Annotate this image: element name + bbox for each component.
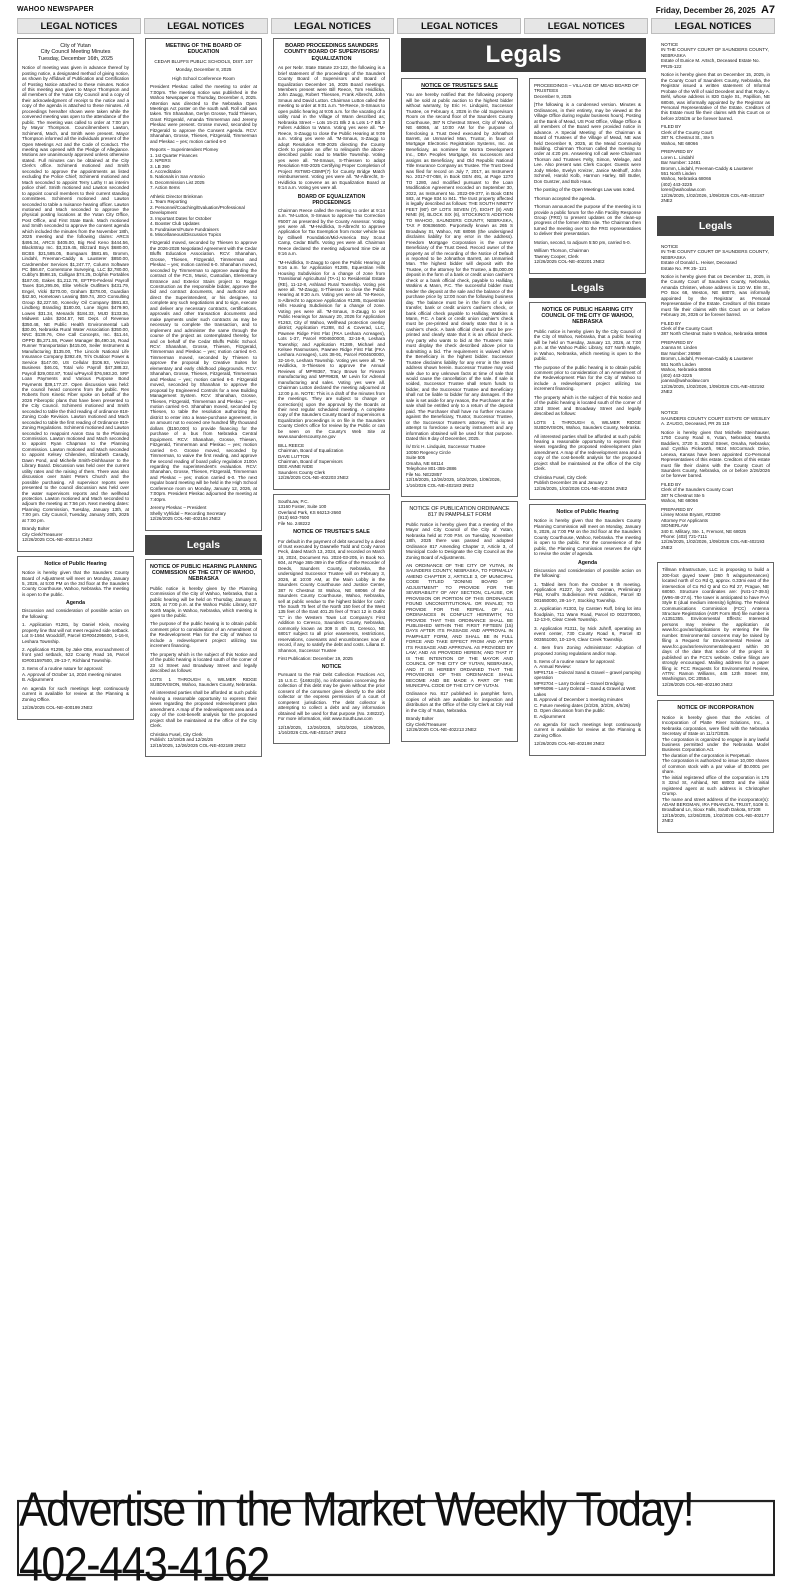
notice-body: 1. Application #1281, by Daniel Klein, moving property line that will not meet required side setback. Lot S-1564 Woodcliff, Parcel ID#004295600, 1-16-8, Leshara Township. <box>22 622 129 644</box>
notice-body: Reports – Superintendent Plomey 1. 1st Quarter Finances 2. NPERS 3. LB 390 4. Accreditation 5. Nationals in San Antonio 6. Decommission List 2025 7. Action Items <box>150 147 219 191</box>
notice-signature: Christina Fusel, City Clerk Publish: 12/19/25 and 12/26/25 12/19/2025, 12/26/2025 COL-NE-402189 2NE2 <box>150 731 246 748</box>
notice-body: Notice is hereby given that on December 15, 2025, in the County Court of Saunders County, Nebraska, the Registrar issued a written statement of Informal Probate of the Will of said Decedent and that Roby A. Behl, whose address is 820 Gayle St., Papillion, NE 68046, was informally appointed by the Registrar as Personal Representative of the Estate. Creditors of this Estate must file their claims with this Court on or before 2/26/26 or be forever barred. <box>661 72 770 121</box>
planning-commission-hearing <box>145 559 262 757</box>
ordinance-817-notice <box>401 501 518 742</box>
village-of-mead-proceedings <box>529 78 646 274</box>
notice-signature: /s/ Eric H. Lindquist, Successor Trustee 10050 Regency Circle Suite 505 Omaha, NE 68114 Telephone 801-355-2886 File No. NE22857 12/19/2025, 12/26/2025, 1/02/2026, 1/09/2026, 1/16/2026 COL-NE-402183 2NE2 <box>406 444 501 488</box>
notice-body: The property which is the subject of this Notice and of the public hearing is located south of the corner of 23 rd Street and Broadway Street and legally described as follows: <box>150 651 257 674</box>
notice-body: "M-Hvidlicka, S-Zaugg to open the Public Hearing at 9:16 a.m. for Application #1285, Equestrian Hills Housing Subdivision for a change of zone from Transitional Agricultural (TA-1) to Residential Estate (RE), 11-12-8, Ashland Rural Township. Voting yes were all. "M-Zaugg, S-Thiessen to close the Public Hearing at 9:20 a.m. Voting yes were all. "M-Reece, S-Albrecht to approve Application #1285, Equestrian Hills Housing Subdivision for a change of zone. Voting yes were all. "M-Smaus, S-Zaugg to set Public Hearings for January 20, 2026 for Application #1263, City of Wahoo, Wellhead protection overlay district; Application #1288, Ed & Coverad, LLC, Pawnee Ridge First Flat (FKA Leshara Acreages), Lots 1-37, Parcel #004600000, 32-16-9, Leshara Township; and Application #1289, Michael and Kelsee Rasmussen, Pawnee Ridge First Flat (FKA Leshara Acreages), Lots 38-91, Parcel #004600000, 32-16-9, Leshara Township. Voting yes were all. "M-Hvidlicka, S-Thiessen to approve the Annual Reviews of MP#8367, Tracy Brown for Firearm manufacturing and MP#9828, Mr Levin for Adrenal manufacturing and sales. Voting yes were all. Chairman Lutton declared the meeting adjourned at 12:00 p.m. NOTE: This is a draft of the minutes from the meetings. They are subject to change or correction(s) upon the approval by the Boards at their next regular scheduled meeting. A complete copy of the Saunders County Board of Supervisors & Equalization proceedings is on file in the Saunders County Clerk's office for review by the Public or can be seen on the County's Web Site at www.saunderscounty.ne.gov <box>278 259 385 440</box>
legals-label: Legals <box>145 535 262 555</box>
issue-date: Friday, December 26, 2025 <box>655 6 756 15</box>
legals-heading: Legals <box>401 38 646 72</box>
notice-body: Thorson announced the purpose of the meeting is to provide a public forum for the Allin Facility Response Group (FRG) to present updates on the clean-up progress of the former AltEn site. The Chairman then turned the meeting over to the FRG representatives to deliver their presentation. <box>534 204 641 237</box>
notice-body: Public notice is hereby given by the Planning Commission of the City of Wahoo, Nebraska, that a public hearing will be held on Thursday, January 8, 2025, at 7:00 p.m. at the Wahoo Public Library, 637 North Maple, in Wahoo, Nebraska, which meeting is open to the public. <box>150 585 257 618</box>
incorporation-notice <box>657 700 774 832</box>
legal-notices-banner: LEGAL NOTICES <box>17 18 141 34</box>
board-of-supervisors-proceedings <box>273 38 390 490</box>
notice-body: [The following is a condensed version. Minutes & Ordinances, in their entirety, may be viewed at the Village Office during regular business hours]. Posting at the Bank of Mead, US Post Office, Village Office & all members of the Board were provided notice in advance. A Special Meeting of the Chairman & Board of Trustees of the Village of Mead, NE was held December 9, 2025, at the Mead Community Building. Chairman Thorson called the meeting to order at 4:20 pm. Answering roll call were Chairman Thorson and Trustees Felty, Simon, Wielage, and Lee. Also present was Clerk Cooper. Guests were Jody Wiebe, Evelyn Kreizer, Janice Meithoff, John Schmeil, Harold Kolb, Harmon Harley, Bill Butler, Don Guntzer, and Bob Haus. <box>534 102 641 184</box>
notice-date: Monday, December 8, 2025 <box>175 67 232 73</box>
notice-signature: Brandy Bolter City Clerk/Treasurer 12/26/2025 COL-NE-402213 2NE2 <box>406 716 477 733</box>
estate-notice-zaugg <box>657 406 774 558</box>
notice-signature: Christina Fusel, City Clerk Publish December 26 and January 2 12/26/2025, 1/02/2026 COL-NE-402204 2NE2 <box>534 474 628 491</box>
notice-signature: 12/26/2025 COL-NE-402198 2NE2 <box>534 741 605 747</box>
legal-notices-banner: LEGAL NOTICES <box>144 18 268 34</box>
notice-prepared-by: PREPARED BY Linsey Moran Bryant, #23390 Attorney For Applicants SIDNERLAW 340 E. Military, Ste. 1, Fremont, NE 68025 Phone: (402) 721-7111 12/26/2025, 1/02/2026, 1/09/2026 COL-NE-402193 2NE2 <box>661 506 765 550</box>
notice-title: NOTICE OF PUBLICATION ORDINANCE 817 IN PAMPHLET FORM <box>409 506 510 519</box>
notice-body: Fitzgerald moved, seconded by Thiesen to approve the 2026-2028 Negotiated Agreement with the Cedar Bluffs Education Association. RCV: Shanahan, Grosse, Thiesen, Fitzgerald, Timmerman and Pleskac – yes; motion carried 6-0. Shanahan moved, seconded by Timmerman to approve awarding the contract of the FCS, Music, Custodian, Elementary Entrance and Exterior Stairs project to Rogge Construction as the responsible bidder, approve the bid and contract documents, and authorize and direct the Superintendent, or his designee, to complete any such negotiations and to sign, execute and deliver any necessary contracts, certifications, approvals and other transaction documents and make payments under such contracts as may be necessary to complete the transaction, and to implement and administer the same through the course of the project as contemplated thereby, for and on behalf of the Cedar Bluffs Public School. RCV: Shanahan, Grosse, Thiesen, Fitzgerald, Timmerman and Pleskac – yes; motion carried 6-0. Timmerman moved, seconded by Thiesen to approve the proposal by Creative Suites for elementary and early childhood playgrounds. RCV: Shanahan, Grosse, Thiesen, Fitzgerald, Timmerman and Pleskac – yes; motion carried 6-0. Fitzgerald moved, seconded by Shanahan to approve the proposal by Engineered Controls for a new Building Management System. RCV: Shanahan, Grosse, Thiesen, Fitzgerald, Timmerman and Pleskac – yes; motion carried 6-0. Shanahan moved, seconded by Thiesen, to table the resolution authorizing the district to enter into a lease-purchase agreement, in an amount not to exceed one hundred fifty thousand dollars ($150,000) to provide financing for the purchase of a bus from Nebraska Central Equipment. RCV: Shanahan, Grosse, Thiesen, Fitzgerald, Timmerman and Pleskac – yes; motion carried 6-0. Grosse moved, seconded by Timmerman, to waive the first reading, and approve the second reading of board policy regulation 2100A regarding the superintendent's evaluation. RCV: Shanahan, Grosse, Thiesen, Fitzgerald, Timmerman and Pleskac – yes; motion carried 6-0. The next regular board meeting will be held in the High School Conference room on Monday, January 12, 2026, at 7:00pm. President Pleskac adjourned the meeting at 7:40pm. <box>150 240 257 502</box>
notice-body: Thorson accepted the agenda. <box>534 195 596 201</box>
southlaw-trustee-sale <box>273 494 390 745</box>
notice-title: MEETING OF THE BOARD OF EDUCATION <box>165 43 242 56</box>
notice-signature: BILL REECE Chairman, Board of Equalization DAVE LUTTON Chairman, Board of Supervisors DEE ANNE NIDE Saunders County Clerk 12/26/2025 COL-NE-402203 2NE2 <box>278 442 349 481</box>
column-2 <box>145 38 262 1502</box>
notice-body: All interested parties shall be afforded at such public hearing a reasonable opportunity to express their views regarding the proposed redevelopment plan amendment. A map of the redevelopment area and a copy of the cost-benefit analysis for the proposed project shall be maintained at the office of the City Clerk. <box>150 690 257 729</box>
notice-body: Notice is hereby given that the Articles of Incorporation of Platte River Solutions, Inc., a Nebraska corporation, were filed with the Nebraska Secretary of State on 11/17/2025. The corporation is organized to engage in any lawful business permitted under the Nebraska Model Business Corporation Act. The duration of the corporation is Perpetual. The corporation is authorized to issue 10,000 shares of common stock with a par value of $0.0001 per share. The initial registered office of the corporation is 175 S 32nd St, Ashland, NE 68003 and the initial registered agent at such address is Christopher Crump. The name and street address of the incorporator(s): ADAM BERGMAN, IRA FINANCIAL TRUST, 5109 S. Broadband Ln, Sioux Falls, South Dakota, 57108 12/19/2025, 12/26/2025, 1/02/2026 COL-NE-402177 2NE2 <box>662 714 769 824</box>
column-4 <box>401 38 518 1502</box>
market-weekly-ad <box>17 1483 775 1592</box>
notice-body: 1. Tabled item from the October 6 th meeting. Application #1227, by Josh German, Preliminary Plat, Knoll's Subdivision First Addition, Parcel ID 001650000, 28-14-7, Stocking Township. <box>534 581 641 603</box>
column-5 <box>529 38 646 1502</box>
notice-body: An agenda for such meetings kept continuously current is available for review at the Planning & Zoning Office. <box>22 685 129 702</box>
notice-body: The purpose of the public hearing is to obtain public comment prior to consideration of an Amendment of the Redevelopment Plan for the City of Wahoo to include a redevelopment project utilizing tax increment financing. <box>534 364 641 392</box>
notice-signature: 12/26/2025 COL-NE-400199 2NE2 <box>22 705 93 711</box>
estate-notice-artsch <box>657 38 774 212</box>
column-1 <box>17 38 134 1502</box>
notice-body: For default in the payment of debt secured by a deed of trust executed by Dawnelle Todd and Cody Aaron Peck, dated March 13, 2024, and recorded on March 18, 2024, Document No. 2024-03-205, in Book No. 604, at Page 365-369 in the Office of the Recorder of Deeds, Saunders County, Nebraska, the undersigned Successor Trustee will on February 3, 2026, at 10:00 AM, at the Main Lobby in the Saunders County Courthouse and Justice Center, 387 N Chestnut St Wahoo, NE 68066 of the Saunders County Courthouse, Wahoo, Nebraska, sell at public vendue to the highest bidder for cash: The South 75 feet of the North 150 feet of the West 135 feet of the East 401.25 feet of Tract 12 in Outlot "C" in the Western Town Lot Company's First Addition to Ceresco, Saunders County, Nebraska, commonly known as 309 S 4th St, Ceresco, NE 68017 subject to all prior easements, restrictions, reservations, covenants and encumbrances now of record, if any, to satisfy the debt and costs. Liliana E. Shannon, Successor Trustee <box>278 538 385 653</box>
notice-signature: Brandy Bolter City Clerk/Treasurer 12/26/2025 COL-NE-400214 2NE2 <box>22 526 93 543</box>
notice-body: Notice is hereby given that on December 11, 2025, in the County Court of Saunders County, Nebraska, Amanda Christen, whose address is 110 W. Elm St., PO Box 68, Weston, NE 68070, was informally appointed by the Registrar as Personal Representative of the Estate. Creditors of this Estate must file their claims with this Court on or before February 26, 2026 or be forever barred. <box>661 273 770 318</box>
agenda-heading: Agenda <box>577 559 598 566</box>
trustee-sale-notice <box>401 78 518 497</box>
legal-notices-banner: LEGAL NOTICES <box>651 18 775 34</box>
notice-body: 2. Application #1303, by Carsten Ruff, bring lot into floodplain, 711 Wann Road, Parcel ID 002370000, 12-13-9, Clear Creek Township. <box>534 606 641 623</box>
notice-subtitle: CEDAR BLUFFS PUBLIC SCHOOLS, DIST. 107 <box>154 58 253 64</box>
notice-title: NOTICE SAUNDERS COUNTY COURT ESTATE OF WESLEY A. ZAUGG, Deceased, PR 25 119 <box>661 410 770 427</box>
estate-notice-heiser <box>657 240 774 403</box>
firm-header: SouthLaw, P.C. 13160 Foster, Suite 100 Overland Park, KS 66213-2660 (913) 663-7600 File No. 248222 <box>278 498 342 526</box>
notice-body: Notice is hereby given that the Saunders County Board of Adjustment will meet on Monday, January 5, 2026, at 5:00 PM on the 3rd floor at the Saunders County Courthouse, Wahoo, Nebraska. The meeting is open to the public. <box>22 570 129 597</box>
notice-body: AN ORDINANCE OF THE CITY OF YUTAN, IN SAUNDERS COUNTY, NEBRASKA, TO FORMALLY AMEND CHAPTER 2, ARTICLE 3, OF MUNICIPAL CODE TITLED "ZONING BOARD OF ADJUSTMENT" TO PROVIDE FOR THE SEVERABILITY OF ANY SECTION, CLAUSE, OR PROVISION OR PORTION OF THIS ORDINANCE FOUND UNCONSTITUTIONAL OR INVALID; TO PROVIDE FOR THE REPEAL OF ALL ORDINANCES IN CONFLICT HEREWITH; TO PROVIDE THAT THIS ORDINANCE SHALL BE PUBLISHED WITHIN THE FIRST FIFTEEN (15) DAYS AFTER ITS PASSAGE AND APPROVAL IN PAMPHLET FORM, AND SHALL BE IN FULL FORCE AND TAKE EFFECT FROM AND AFTER ITS PASSAGE AND APPROVAL AS PROVIDED BY LAW; AND AS PROVIDED HEREIN; AND THAT IT IS THE INTENTION OF THE MAYOR AND COUNCIL OF THE CITY OF YUTAN, NEBRASKA, AND IT IS HEREBY ORDAINED THAT THE PROVISIONS OF THIS ORDINANCE SHALL BECOME AND BE MADE A PART OF THE MUNICIPAL CODE OF THE CITY OF YUTAN. <box>406 563 513 688</box>
notice-body: Discussion and consideration of possible action on the following: <box>534 567 641 579</box>
yutan-council-minutes <box>17 38 134 552</box>
notice-title: NOTICE OF TRUSTEE'S SALE <box>293 529 370 536</box>
legal-notices-banner: LEGAL NOTICES <box>271 18 395 34</box>
notice-body: Public notice is hereby given by the City Council of the City of Wahoo, Nebraska, that a public hearing will be held on Tuesday, January 13, 2026, at 7:00 p.m. at the Wahoo Public Library, 637 North Maple, in Wahoo, Nebraska, which meeting is open to the public. <box>534 328 641 362</box>
section-heading: BOARD OF EQUALIZATION PROCEEDINGS <box>297 193 366 206</box>
notice-signature: Jeremy Pleskac – President Shelly Vyhlidal – Recording Secretary 12/26/2025 COL-NE-402194 2NE2 <box>150 505 226 522</box>
notice-title: BOARD PROCEEDINGS SAUNDERS COUNTY BOARD OF SUPERVISORS/ EQUALIZATION <box>284 43 379 62</box>
publication-date: First Publication: December 19, 2025 <box>278 656 353 662</box>
notice-signature: 12/19/2025, 12/26/2025, 1/02/2026, 1/09/2026, 1/16/2026 COL-NE-402147 2NE2 <box>278 724 385 736</box>
notice-filed-by: FILED BY Clerk of the County Court 387 N. Chestnut St., Ste 5 Wahoo, NE 68066 <box>661 124 714 146</box>
notice-title: NOTICE IN THE COUNTY COURT OF SAUNDERS COUNTY, NEBRASKA Estate of Eunice M. Artsch, Deceased Estate No. PR25-122 <box>661 42 769 69</box>
legals-label: Legals <box>657 216 774 236</box>
notice-body: President Pleskac called the meeting to order at 7:00pm. The meeting notice was published in the Wahoo Newspaper on Thursday, December 4, 2025. Attention was directed to the Nebraska Open Meetings Act poster on the south wall. Roll call was taken. Tim Shanahan, Gerlyn Grosse, Todd Thiesen, Grant Fitzgerald, Amanda Timmerman and Jeremy Pleskac were present. Grosse moved, seconded by Fitzgerald to approve the Consent Agenda. RCV: Shanahan, Grosse, Thiesen, Fitzgerald, Timmerman and Pleskac – yes; motion carried 6-0 <box>150 84 257 144</box>
notice-body: Notice is hereby given that Michelle Steinhauser, 1750 County Road 6, Yutan, Nebraska; Marsha Baddiers, 3720 S. 192nd Street, Omaha, Nebraska; and Cynthia Pickworth, 9624 McCormack Drive, Lenexa, Kansas have been appointed Co-Personal Representatives of this estate. Creditors of this estate must file their claims with the County Court of Saunders County, Nebraska, on or before 2/26/2026 or be forever barred. <box>661 429 770 479</box>
notice-title: NOTICE IN THE COUNTY COURT OF SAUNDERS COUNTY, NEBRASKA Estate of Donald L. Heiser, Deceased Estate No. PR 25- 121 <box>661 243 769 271</box>
notice-body: 4. Item from Zoning Administrator: Adoption of proposed zoning regulations and/or map. <box>534 645 641 656</box>
notice-body: As per Nebr. State Statute 23-122, the following is a brief statement of the proceedings of the Saunders County Board of Supervisors and Board of Equalization December 16, 2025 Board meetings. Members present were Bill Reece, Tom Hvidlicka, John Zaugg, Robert Thiessen, Frank Albrecht, John Smaus and David Lutton. Chairman Lutton called the meeting to order at 9:01 a.m. "M-Reece, S-Smaus to open public hearing at 9:05 a.m. for the vacating of a utility road in the Village of Wann described as; Nebraska Street – Lots 15-21 Blk 2 & Lots 1-7 Blk 3 Fullers Addition to Wann. Voting yes were all. "M-Reece, S-Zaugg to close the Public Hearing at 9:09 a.m. Voting yes were all. "M-Smaus, S-Zaugg to adopt Resolution #39-2025 directing the County Clerk to prepare an offer to relinquish the above-described public road to Marble Township. Voting yes were all. "M-Smaus, S-Thiessen to adopt Resolution #40-2025 Certifying Proper Completion of Project #STWD-CBMP(7) for County Bridge Match reimbursement. Voting yes were all. "M-Albrecht, S-Hvidlicka to convene as an Equalization Board at 9:14 a.m. Voting yes were all. <box>278 65 385 191</box>
page-header <box>0 0 792 20</box>
notice-body: Notice of meeting was given in advance thereof by posting notice, a designated method of giving notice, as shown by Affidavit of Publication and Certification of Posting Notice attached to these minutes. Notice of this meeting was given to Mayor Thompson and all members of the Yutan City Council and a copy of their acknowledgment of receipt to the notice and a copy of the agenda is attached to these minutes. All proceedings hereafter shown were taken while the convened meeting was open to the attendance of the public. The meeting was called to order at 7:00 pm by Mayor Thompson. Councilmembers Lawton, Schimenti, Mach, and Smith were present. Mayor Thompson informed all the individuals present of the Open Meetings Act and the Code of Conduct. The meeting was opened with the Pledge of Allegiance. Motions are unanimously approved unless otherwise stated. Full minutes can be obtained at the City Clerk's office. Schimenti motioned and Smith seconded to approve the appointments as listed excluding the Police Chief; Schimenti motioned and Mach seconded to appoint Terry Luthy II as interim police chief. Smith motioned and Lawton seconded to appoint council members to their current standing committees. Schimenti motioned and Lawton seconded to table a nuisance hearing officer. Lawton motioned and Mach seconded to approve the physical posting locations at the Yutan City Office, Post Office, and First State Bank. Mach motioned and Smith seconded to approve the consent agenda which included the minutes from the November 18th, 2025 meeting and the following claims: ARCS $495.34, ARCS $405.00, Big Red Keno $444.56, BlackStrap Inc. $3,319.45, Blizzard Boys $680.00, BCBS $21,585.05, Bomgaars $581.65, Bromm, Lindahl, Freeman-Caddy & Lausterer $850.00, Cardmember Services $1,247.77, Column Software PC $66.67, Cornerstone Surveying, LLC $2,780.00, Cubby's $598.15, Culligan $74.25, Dolphin Portables $187.00, Eakes $1,212.78, EFTPS-Federal Payroll Taxes $16,295.06, Elite Vehicle Outfitters $431.79, Engel, Vicki $270.00, Graham $378.00, Guardian $42.50, Hometown Leasing $59.74, JEO Consulting Group $2,227.50, Konecky Oil Company $591.83, Lindberg Branding $180.00, Lone Signs $479.90, Lowes $31.34, Menards $184.33, MUD $133.36, Midwest Labs $204.57, NE Dept. of Revenue $350.48, NE Public Health Environmental Lab $30.00, Nebraska Rural Water Association $350.00, NNC $139.76, One Call Concepts, Inc. $11.44, OPPD $5,271.55, Power Manager $6,490.16, Road Runner Transportation $415.00, Seiler Instrument & Manufacturing $135.00, The Lincoln National Life Insurance Company $392.49, Tri's Outdoor Power & Service $147.00, US Cellular $106.93, Verizon Business $46.01, Total w/o Payroll $47,388.32, Payroll $29,002.87, Total w/Payroll $76,593.20. SRF Loan Payments and Various Purpose Bond Payments $39,177.27. Open discussion was held: the council heard concerns from the public. Rex Roberts from Kinetic Fiber spoke on behalf of the 2026 Fiberoptic plans that have been presented to the City Council. Schimenti motioned and Smith seconded to table the third reading of ordinance 818-Zoning Code Revision. Lawton motioned and Mach seconded to table the first reading of Ordinance 819-Zoning Regulations. Schimenti motioned and Lawton seconded to reappoint Aaron Gau to the Planning Commission. Lawton motioned and Mach seconded to appoint Ryan Chapman to the Planning Commission. Lawton motioned and Mach seconded to appoint Kelsey Chilenden, Elizabeth Casady, Dawn Pond, and Michelle Smith-Dishhauser to the Library Board. Discussion was held over the current utility rates and the raising of them. There was also discussion over Saint Peters Church and the possible purchasing. All supervisor reports were presented to the council discussion was held over the water supervisors reports and the wellhead protection. Lawton motioned and Mach seconded to adjourn the meeting at 7:56 pm. Next meeting dates: Planning Commission, Tuesday, January 13th, at 7:00 pm. City Council, Tuesday, January 20th, 2025 at 7:00 pm. <box>22 65 129 523</box>
board-of-education-minutes <box>145 38 262 531</box>
notice-body: Notice is hereby given that the Saunders County Planning Commission will meet on Monday, January 5, 2026, at 7:00 PM on the 3rd floor at the Saunders County Courthouse, Wahoo, Nebraska. The meeting is open to the public. For the convenience of the public, the Planning Commission reserves the right to revise the order of agenda. <box>534 518 641 557</box>
notice-title: Notice of Public Hearing <box>556 509 619 516</box>
header-date-page <box>656 4 775 16</box>
page-number: A7 <box>760 4 775 16</box>
notice-body: 2. Application #1296, by Jake Otte, encroachment of front yard setback, 522 County Road 16, Parcel ID#001597500, 29-13-7, Richland Township. <box>22 647 129 663</box>
notice-title: NOTICE OF TRUSTEE'S SALE <box>421 83 498 89</box>
notice-body: You are hereby notified that the following property will be sold at public auction to the highest bidder without warranty, by Eric H. Lindquist, Successor Trustee, on February 4, 2026 in the old Supervisors Room on the second floor of the Saunders County Courthouse, 387 N Chestnut Street, City of Wahoo, NE 68066, at 10:00 AM for the purpose of foreclosing a Trust Deed executed by Johnathon Barrett, an Unmarried Man, Trustor, in favor of Mortgage Electronic Registration Systems, Inc. as Beneficiary, as nominee for Mortra Development Inc., DBA Peoples Mortgage, its successors and assigns as Beneficiary, and Old Republic National Title Insurance Company as Trustee. The Trust Deed was filed for record on July 7, 2017, as Instrument No. 2017-07-058, in Book GEN 491, at Page 1270 TO 1280, and modified pursuant to the Loan Modification Agreement recorded on September 30, 2022, as Instrument No. 2022-09-377, in Book GEN 583, at Page 834 to 841. The trust property affected is legally described as follows: THE SOUTH NINETY FEET (90') OF LOTS SEVEN (7), EIGHT (8) AND NINE (9), BLOCK SIX (6), STOCKING'S ADDITION TO WAHOO, SAUNDERS COUNTY, NEBRASKA, TAX # 006366500. Purportedly known as 265 S Broadway St, Wahoo, NE 68066 (the undersigned disclaims liability for any error in the address). Freedom Mortgage Corporation is the current Beneficiary of the Trust Deed. Record owner of the property as of the recording of the Notice of Default is reported to be Johnathon Barrett, an Unmarried Man. The highest bidder will deposit with the Trustee, or the attorney for the Trustee, a $5,000.00 deposit in the form of a bank or credit union cashier's check or a bank official check, payable to Halliday, Watkins & Mann, P.C. The successful bidder must tender the deposit at the sale and the balance of the purchase price by 12:00 noon the following business day. The balance must be in the form of a wire transfer, bank or credit union's cashier's check, or bank official check payable to Halliday, Watkins & Mann, P.C. A bank or credit union cashier's check must be pre-printed and clearly state that it is a cashier's check. A bank official check must be pre-printed and clearly state that it is an official check. Any party who wants to bid at the Trustee's Sale must display the check described above prior to submitting a bid. The requirement is waived when the Beneficiary is the highest bidder. Successor Trustee disclaims liability for any error in the street address shown herein. Successor Trustee may void sale due to any unknown facts at time of sale that would cause the cancellation of the sale. If sale is voided, Successor Trustee shall return funds to bidder, and the Successor Trustee and Beneficiary shall not be liable to bidder for any damages. If the sale is set aside for any reason, the Purchaser at the sale shall be entitled only to a return of the deposit paid. The Purchaser shall have no further recourse against the Beneficiary, Trustor, Successor Trustee, or the Successor Trustee's attorney. This is an attempt to foreclose a security instrument and any information obtained will be used for that purpose. Dated this 9 day of December, 2025. <box>406 92 513 441</box>
ad-text: Advertise in the Market Weekly Today! 402-443-4162 <box>19 1483 694 1592</box>
column-3 <box>273 38 390 1502</box>
notice-prepared-by: PREPARED BY Loren L. Lindahl Bar Number: 12481 Bromm, Lindahl, Freeman-Caddy & Lausterer 551 North Linden Wahoo, Nebraska 68066 (402) 443-3225 loren@wahoolaw.com 12/26/2025, 1/02/2026, 1/09/2026 COL-NE-402187 2NE2 <box>661 149 765 204</box>
legal-notices-banner: LEGAL NOTICES <box>397 18 521 34</box>
notice-title: Notice of Public Hearing <box>44 560 107 567</box>
section-banners <box>17 18 775 34</box>
notice-body: An agenda for such meetings kept continuously current is available for review at the Planning & Zoning Office. <box>534 721 641 738</box>
notice-body: Pursuant to the Fair Debt Collection Practices Act, 15 U.S.C. §1692c(b), no information concerning the collection of this debt may be given without the prior consent of the consumer given directly to the debt collector or the express permission of a court of competent jurisdiction. The debt collector is attempting to collect a debt and any information obtained will be used for that purpose (No. 248222). For more information, visit www.SouthLaw.com <box>278 672 385 722</box>
legal-notices-banner: LEGAL NOTICES <box>524 18 648 34</box>
notice-body: 3. Items of a routine nature for approval: A. Approval of October 14, 2024 meeting minutes B. Adjournment <box>22 666 122 683</box>
notice-body: Athletic Director Brinkman 1. Team Reporting 2. Personnel/Coaching/Evaluation/Professional Development 3. Important Dates for October 4. Booster Club Updates 5. Fundraisers/Future Fundraisers 6. Miscellaneous/Discussion Topics <box>150 193 245 237</box>
notice-body: Tillman Infrastructure, LLC is proposing to build a 200-foot guyed tower (360 ft w/appurtenances) located north of Co Rd Q, approx. 0.33mi east of the intersection of Co Rd Q and Co Rd 27, Prague, NE 68050. Structure coordinates are: (N41-17-39.5)(W96-48-27.6). The tower is anticipated to have FAA Style E (dual medium intensity) lighting. The Federal Communications Commission (FCC) Antenna Structure Registration (ASR Form 854) file number is A1351355. Environmental Effects: Interested persons may review the application at www.fcc.gov/asr/applications by entering the file number. Environmental concerns may be raised by filing a Request for Environmental Review at www.fcc.gov/asr/environmentalrequest within 30 days of the date that notice of the project is published on the FCC's website. Online filings are strongly encouraged. Mailing address for a paper filing is: FCC Requests for Environmental Review, ATTN: Ramon Williams, 445 12th Street SW, Washington, DC 20554. 12/26/2025 COL-NE-402190 2NE2 <box>662 567 769 687</box>
planning-commission-zoning-hearing <box>529 504 646 756</box>
notice-filed-by: FILED BY Clerk of the Saunders County Court 387 N Chestnut Ste 5 Wahoo, NE 68066 <box>661 481 734 504</box>
notice-body: Chairman Reece called the meeting to order at 9:14 a.m. "M-Lutton, S-Smaus to approve Tax Correction #5007 as presented by the County Assessor. Voting yes were all. "M-Hvidlicka, S-Albrecht to approve Application for Tax Exemption from motor vehicle tax by Gillwell Foundation/Mid-America Boy Scout Camp, Cedar Bluffs. Voting yes were all. Chairman Reece declared the meeting adjourned Sine Die at 9:16 a.m. <box>278 207 385 257</box>
legals-label: Legals <box>529 278 646 298</box>
city-council-hearing <box>529 302 646 500</box>
notice-title: NOTICE OF PUBLIC HEARING CITY COUNCIL OF THE CITY OF WAHOO, NEBRASKA <box>541 306 634 326</box>
notice-location: High School Conference Room <box>172 75 235 81</box>
notice-prepared-by: PREPARED BY Joanna M. Linden Bar Number: 26968 Bromm, Lindahl, Freeman-Caddy & Lausterer 551 North Linden Wahoo, Nebraska 68066 (402) 443-3225 joanna@wahoolaw.com 12/26/2025, 1/02/2026, 1/09/2026 COL-NE-402192 2NE2 <box>661 339 765 395</box>
notice-body: Public Notice is hereby given that a meeting of the Mayor and City Council of the City of Yutan, Nebraska held at 7:00 P.M. on Tuesday, November 18th, 2025 there was passed and adopted Ordinance 817 Amending Chapter 2, Article 3, of Municipal Code to Designate the City Council as the Zoning Board of Adjustments. <box>406 521 513 560</box>
notice-body: Ordinance No. 817 published in pamphlet form, copies of which are available for inspection and distribution at the Office of the City Clerk at City Hall in the City of Yutan, Nebraska. <box>406 691 513 713</box>
notice-body: The posting of the Open Meetings Law was noted. <box>534 187 636 193</box>
column-6 <box>657 38 774 1502</box>
notice-body: Motion, second, to adjourn 5:50 pm, carried 5-0. <box>534 239 631 245</box>
notice-body: LOTS 1 THROUGH 6, WILMER RIDGE SUBDIVISION, Wahoo, Saunders County, Nebraska. <box>534 419 641 431</box>
board-of-adjustment-hearing <box>17 556 134 720</box>
notice-filed-by: FILED BY Clerk of the County Court 387 North Chestnut Suite 5 Wahoo, Nebraska 68066 <box>661 320 768 337</box>
notice-title: NOTICE OF INCORPORATION <box>677 705 754 712</box>
notice-body: All interested parties shall be afforded at such public hearing a reasonable opportunity to express their views regarding the proposed redevelopment plan amendment. A map of the redevelopment area and a copy of the cost-benefit analysis for the proposed project shall be maintained at the office of the City Clerk. <box>534 433 641 472</box>
notice-title: PROCEEDINGS – VILLAGE OF MEAD BOARD OF TRUSTEES December 9, 2025 <box>534 83 639 99</box>
section-heading: NOTICE <box>321 664 342 671</box>
agenda-heading: Agenda <box>65 600 86 607</box>
notice-body: Discussion and consideration of possible action on the following: <box>22 608 129 619</box>
notice-body: The property which is the subject of this Notice and of the public hearing is located south of the corner of 23rd Street and Broadway Street and legally described as follows: <box>534 394 641 417</box>
notice-body: LOTS 1 THROUGH 6, WILMER RIDGE SUBDIVISION, Wahoo, Saunders County, Nebraska. <box>150 676 257 687</box>
notice-title: City of Yutan City Council Meeting Minutes Tuesday, December 16th, 2025 <box>38 43 113 62</box>
notice-body: The purpose of the public hearing is to obtain public comment prior to consideration of an Amendment of the Redevelopment Plan for the City of Wahoo to include a redevelopment project utilizing tax increment financing. <box>150 621 257 649</box>
notice-body: 5. Items of a routine nature for approval: A. Annual Review: MP#1716 – Dolezal Sand & Gravel – gravel pumping operation MP#2704 – Larry Dolezal – Gravel Dredging MP#6096 – Larry Dolezal – Sand & Gravel at Wett Lakes B. Approval of December 1 meeting minutes C. Future meeting dates (2/2/26, 3/2/26, 4/6/26) D. Open discussion from the public E. Adjournment <box>534 658 641 719</box>
notice-title: NOTICE OF PUBLIC HEARING PLANNING COMMISSION OF THE CITY OF WAHOO, NEBRASKA <box>150 563 257 583</box>
newspaper-name: WAHOO NEWSPAPER <box>17 6 94 13</box>
notice-signature: William Thorson, Chairman Tawney Cooper, Clerk 12/26/2025 COL-NE-402201 2NE2 <box>534 248 605 265</box>
tillman-tower-notice <box>657 562 774 696</box>
notice-body: 3. Application #1311, by Nick Juhnff, operating an event center, 730 County Road 6, Parcel ID 003551000, 10-13-9, Clear Creek Township. <box>534 625 641 642</box>
